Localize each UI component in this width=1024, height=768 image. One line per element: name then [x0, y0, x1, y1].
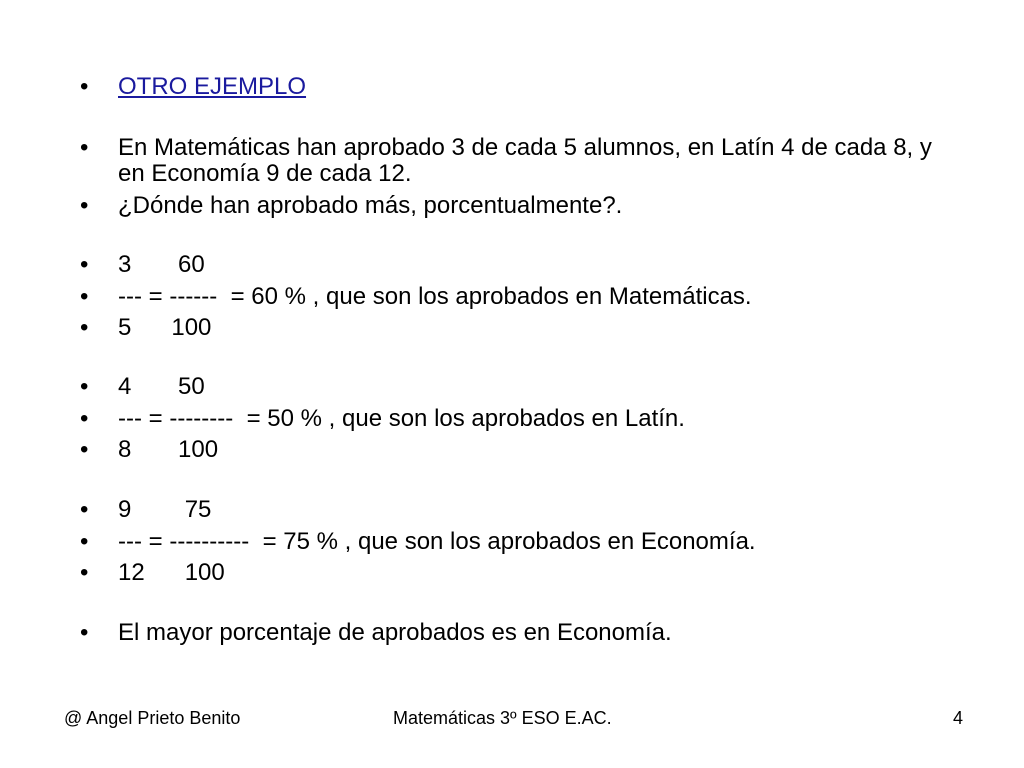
math-fraction-item — [80, 284, 960, 310]
bullet-icon: • — [80, 528, 89, 555]
footer-page-number: 4 — [953, 708, 964, 728]
heading-item — [80, 74, 960, 100]
conclusion-item — [80, 620, 960, 646]
bullet-icon: • — [80, 73, 89, 100]
bullet-icon: • — [80, 283, 89, 310]
math-denominator-item — [80, 315, 960, 341]
economia-denominator: 12 100 — [118, 559, 225, 586]
latin-fraction-item — [80, 406, 960, 432]
footer-course: Matemáticas 3º ESO E.AC. — [393, 708, 612, 728]
question-item — [80, 193, 960, 219]
problem-text: En Matemáticas han aprobado 3 de cada 5 alumnos, en Latín 4 de cada 8, y en Economía 9 de cada 12. — [118, 134, 932, 187]
bullet-icon: • — [80, 373, 89, 400]
problem-item — [80, 135, 960, 187]
economia-numerator-item — [80, 497, 960, 523]
latin-numerator-item — [80, 374, 960, 400]
math-denominator: 5 100 — [118, 314, 212, 341]
math-fraction: --- = ------ = 60 % , que son los aprobados en Matemáticas. — [118, 283, 752, 310]
bullet-icon: • — [80, 251, 89, 278]
latin-denominator-item — [80, 437, 960, 463]
bullet-icon: • — [80, 436, 89, 463]
bullet-icon: • — [80, 314, 89, 341]
bullet-icon: • — [80, 496, 89, 523]
math-numerator-item — [80, 252, 960, 278]
latin-denominator: 8 100 — [118, 436, 219, 463]
footer-author: @ Angel Prieto Benito — [64, 708, 241, 728]
economia-fraction-item — [80, 529, 960, 555]
economia-denominator-item — [80, 560, 960, 586]
math-numerator: 3 60 — [118, 251, 205, 278]
economia-numerator: 9 75 — [118, 496, 212, 523]
conclusion-text: El mayor porcentaje de aprobados es en Economía. — [118, 619, 672, 646]
bullet-icon: • — [80, 405, 89, 432]
bullet-icon: • — [80, 619, 89, 646]
latin-numerator: 4 50 — [118, 373, 205, 400]
question-text: ¿Dónde han aprobado más, porcentualmente?. — [118, 192, 623, 219]
bullet-icon: • — [80, 134, 89, 161]
economia-fraction: --- = ---------- = 75 % , que son los aprobados en Economía. — [118, 528, 756, 555]
latin-fraction: --- = -------- = 50 % , que son los aprobados en Latín. — [118, 405, 685, 432]
bullet-icon: • — [80, 192, 89, 219]
bullet-icon: • — [80, 559, 89, 586]
slide-heading[interactable]: OTRO EJEMPLO — [118, 73, 307, 100]
